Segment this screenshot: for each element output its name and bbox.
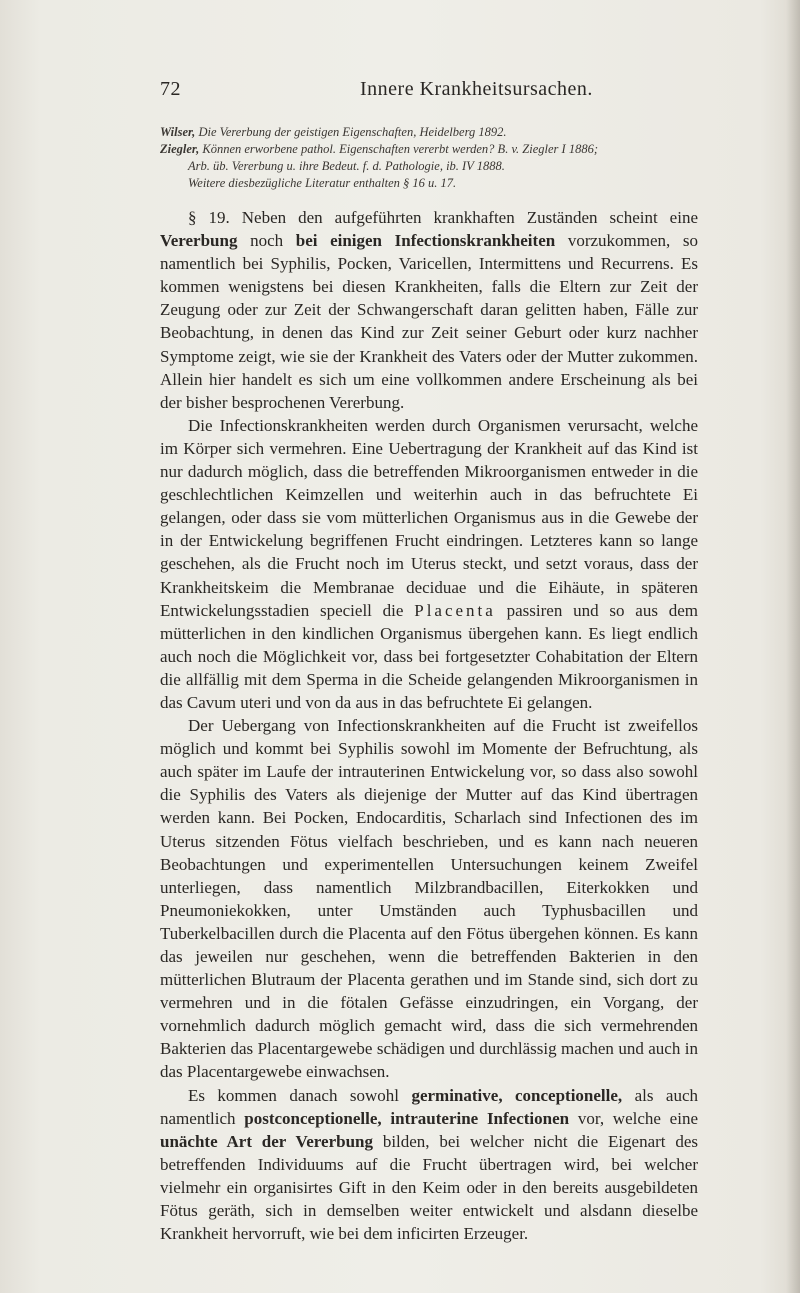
- body-text: [160, 206, 698, 1245]
- reference-entry: [160, 141, 700, 158]
- spaced-term: Placenta: [414, 600, 496, 620]
- bold-term: bei einigen Infectionskrankheiten: [295, 231, 556, 251]
- reference-entry: [160, 124, 700, 141]
- running-head: Innere Krankheitsursachen.: [360, 78, 593, 100]
- text-run: bilden, bei welcher nicht die Eigenart des betreffenden Individuums auf die Frucht übertragen wird, bei welcher vielmehr ein organisirtes Gift in den Keim oder in den bereits ausgebildeten Fötus geräth, sich in demselben weiter entwickelt und alsdann dieselbe Krankheit hervorruft, wie bei dem inficirten Erzeuger.: [160, 1131, 699, 1244]
- text-run: § 19. Neben den aufgeführten krankhaften Zuständen scheint eine: [188, 208, 698, 227]
- text-run: vorzukommen, so namentlich bei Syphilis, Pocken, Varicellen, Intermittens und Recurrens. Es kommen wenigstens bei diesen Krankheiten, falls die Eltern zur Zeit der Zeugung oder zur Zeit der Schwangerschaft daran gelitten haben, Fälle zur Beobachtung, in denen das Kind zur Zeit seiner Geburt oder kurz nachher Symptome zeigt, wie sie der Krankheit des Vaters oder der Mutter zukommen. Allein hier handelt es sich um eine vollkommen andere Erscheinung als bei der bisher besprochenen Vererbung.: [160, 231, 698, 412]
- reference-text: Arb. üb. Vererbung u. ihre Bedeut. f. d. Pathologie, ib. IV 1888.: [188, 159, 505, 173]
- text-run: passiren und so aus dem mütterlichen in den kindlichen Organismus übergehen kann. Es liegt endlich auch noch die Möglichkeit vor, dass bei fortgesetzter Cohabitation der Eltern die allfällig mit dem Sperma in die Scheide gelangenden Mikroorganismen in das Cavum uteri und von da aus in das befruchtete Ei gelangen.: [160, 600, 698, 712]
- paragraph-conclusion: [160, 1084, 698, 1246]
- paragraph-section-19: [160, 206, 698, 414]
- text-run: Es kommen danach sowohl: [188, 1085, 412, 1105]
- paragraph-infection-transmission: [160, 414, 698, 714]
- reference-text: Weitere diesbezügliche Literatur enthalten § 16 u. 17.: [188, 176, 457, 190]
- reference-author: Wilser,: [160, 125, 196, 139]
- text-run: noch: [237, 231, 296, 251]
- reference-text: Können erworbene pathol. Eigenschaften vererbt werden? B. v. Ziegler I 1886;: [199, 142, 598, 156]
- bold-term: Vererbung: [160, 231, 238, 251]
- page-number: 72: [160, 78, 181, 100]
- reference-text: Die Vererbung der geistigen Eigenschaften, Heidelberg 1892.: [195, 125, 507, 139]
- bold-term: unächte Art der Vererbung: [160, 1131, 373, 1151]
- bold-term: postconceptionelle, intrauterine Infectionen: [244, 1108, 570, 1128]
- text-run: vor, welche eine: [569, 1108, 698, 1128]
- reference-list: [160, 124, 700, 192]
- paragraph-transition: [160, 714, 698, 1084]
- page-edge-shadow: [786, 0, 800, 1293]
- page-header: [160, 78, 680, 106]
- text-run: als auch namentlich: [160, 1085, 698, 1128]
- reference-author: Ziegler,: [160, 142, 200, 156]
- reference-entry: [160, 158, 700, 175]
- bold-term: germinative, conceptionelle,: [411, 1085, 623, 1105]
- text-run: Die Infectionskrankheiten werden durch Organismen verursacht, welche im Körper sich vermehren. Eine Uebertragung der Krankheit auf das Kind ist nur dadurch möglich, dass die betreffenden Mikroorganismen entweder in die geschlechtlichen Keimzellen und weiterhin auch in das befruchtete Ei gelangen, oder dass sie vom mütterlichen Organismus aus in die Gewebe der in der Entwickelung begriffenen Frucht eindringen. Letzteres kann so lange geschehen, als die Frucht noch im Uterus steckt, und setzt voraus, dass der Krankheitskeim die Membranae deciduae und die Eihäute, in späteren Entwickelungsstadien speciell die: [160, 415, 698, 620]
- reference-entry: [160, 175, 700, 192]
- text-run: Der Uebergang von Infectionskrankheiten auf die Frucht ist zweifellos möglich und kommt bei Syphilis sowohl im Momente der Befruchtung, als auch später im Laufe der intrauterinen Entwickelung vor, so dass also sowohl die Syphilis des Vaters als diejenige der Mutter auf das Kind übertragen werden kann. Bei Pocken, Endocarditis, Scharlach sind Infectionen des im Uterus sitzenden Fötus vielfach beschrieben, und es kann nach neueren Beobachtungen und experimentellen Untersuchungen keinem Zweifel unterliegen, dass namentlich Milzbrandbacillen, Eiterkokken und Pneumoniekokken, unter Umständen auch Typhusbacillen und Tuberkelbacillen durch die Placenta auf den Fötus übergehen können. Es kann das jeweilen nur geschehen, wenn die betreffenden Bakterien in den mütterlichen Blutraum der Placenta gerathen und im Stande sind, sich dort zu vermehren und in die fötalen Gefässe einzudringen, ein Vorgang, der vornehmlich dadurch möglich gemacht wird, dass die sich vermehrenden Bakterien das Placentargewebe schädigen und durchlässig machen und auch in das Placentargewebe einwachsen.: [160, 716, 698, 1082]
